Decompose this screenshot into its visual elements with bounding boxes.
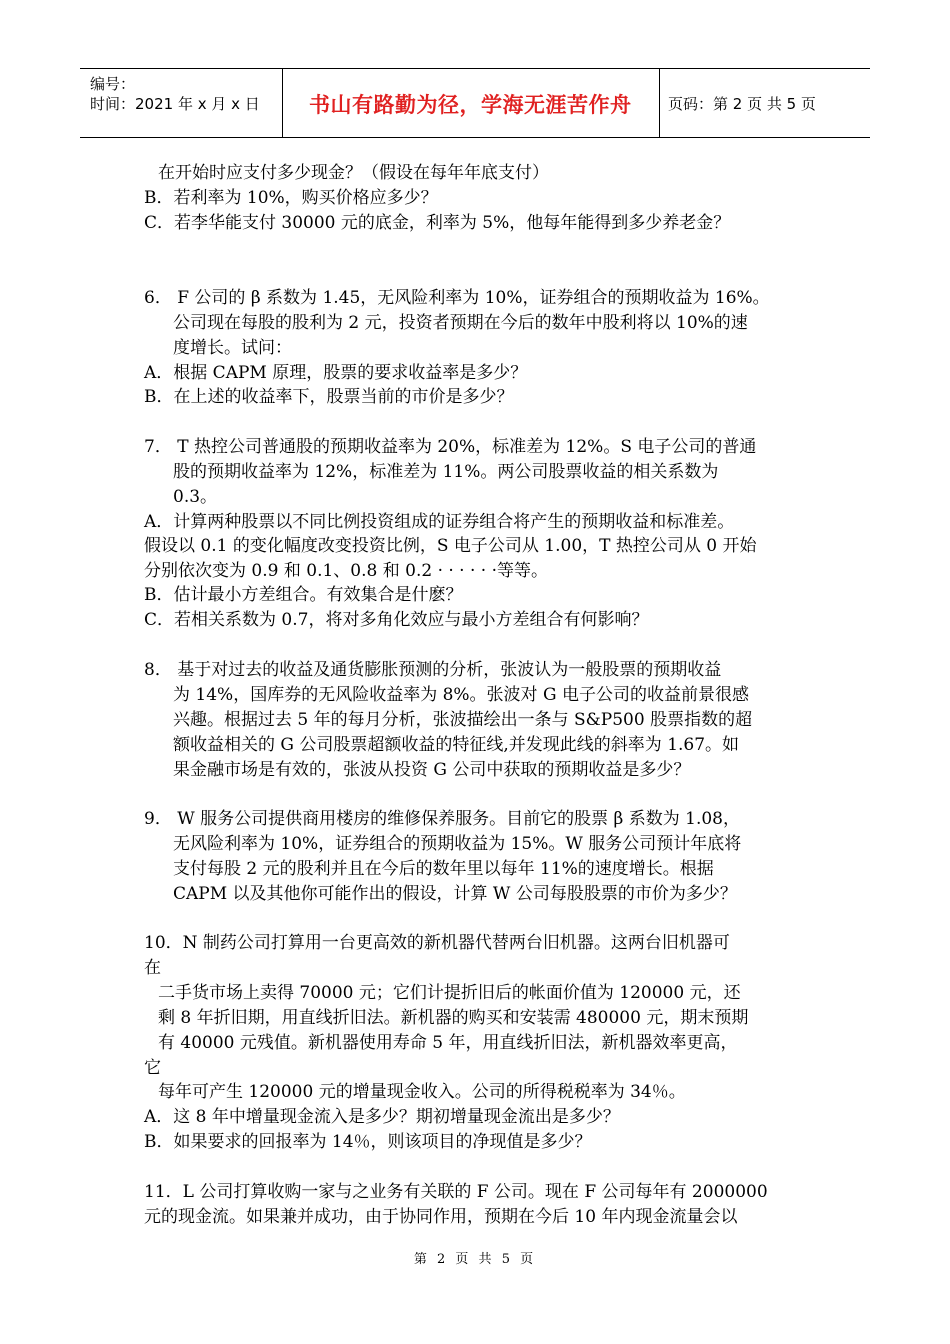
body-line: 无风险利率为 10%，证券组合的预期收益为 15%。W 服务公司预计年底将 [173, 834, 742, 854]
body-line: 为 14%，国库券的无风险收益率为 8%。张波对 G 电子公司的收益前景很感 [173, 685, 749, 705]
body-line: 它 [144, 1058, 161, 1078]
body-line: 8． 基于对过去的收益及通货膨胀预测的分析，张波认为一般股票的预期收益 [144, 660, 722, 680]
body-line: 分别依次变为 0.9 和 0.1、0.8 和 0.2 · · · · · ·等等。 [144, 561, 549, 581]
body-line: A．计算两种股票以不同比例投资组成的证券组合将产生的预期收益和标准差。 [144, 512, 735, 532]
body-line: 0.3。 [173, 487, 218, 507]
body-line: 剩 8 年折旧期，用直线折旧法。新机器的购买和安装需 480000 元，期末预期 [158, 1008, 749, 1028]
body-line: 有 40000 元残值。新机器使用寿命 5 年，用直线折旧法，新机器效率更高， [158, 1033, 738, 1053]
body-line: 公司现在每股的股利为 2 元，投资者预期在今后的数年中股利将以 10%的速 [173, 313, 748, 333]
body-line: B．估计最小方差组合。有效集合是什麽？ [144, 585, 463, 605]
header-page-cell [660, 69, 870, 137]
body-line: C．若相关系数为 0.7，将对多角化效应与最小方差组合有何影响？ [144, 610, 649, 630]
body-line: B．在上述的收益率下，股票当前的市价是多少？ [144, 387, 514, 407]
body-line: 果金融市场是有效的，张波从投资 G 公司中获取的预期收益是多少？ [173, 760, 691, 780]
header-motto-cell [283, 69, 660, 137]
body-line: 兴趣。根据过去 5 年的每月分析，张波描绘出一条与 S&P500 股票指数的超 [173, 710, 753, 730]
body-line: A．根据 CAPM 原理，股票的要求收益率是多少？ [144, 363, 528, 383]
body-line: 在开始时应支付多少现金？（假设在每年年底支付） [158, 163, 549, 183]
body-line: 9． W 服务公司提供商用楼房的维修保养服务。目前它的股票 β 系数为 1.08， [144, 809, 740, 829]
page-label: 页码：第 2 页 共 5 页 [668, 95, 816, 113]
body-line: 元的现金流。如果兼并成功，由于协同作用，预期在今后 10 年内现金流量会以 [144, 1207, 738, 1227]
body-line: 度增长。试问： [173, 338, 292, 358]
body-line: 二手货市场上卖得 70000 元；它们计提折旧后的帐面价值为 120000 元，还 [158, 983, 741, 1003]
header-info-cell [80, 69, 283, 137]
body-line: 假设以 0.1 的变化幅度改变投资比例，S 电子公司从 1.00，T 热控公司从 0 开始 [144, 536, 757, 556]
body-line: 7． T 热控公司普通股的预期收益率为 20%，标准差为 12%。S 电子公司的普通 [144, 437, 757, 457]
body-line: 额收益相关的 G 公司股票超额收益的特征线,并发现此线的斜率为 1.67。如 [173, 735, 740, 755]
body-line: CAPM 以及其他你可能作出的假设，计算 W 公司每股股票的市价为多少？ [173, 884, 737, 904]
body-line: 11．L 公司打算收购一家与之业务有关联的 F 公司。现在 F 公司每年有 2000000 [144, 1182, 768, 1202]
body-line: 股的预期收益率为 12%，标准差为 11%。两公司股票收益的相关系数为 [173, 462, 719, 482]
body-line: 每年可产生 120000 元的增量现金收入。公司的所得税税率为 34％。 [158, 1082, 686, 1102]
number-label: 编号： [90, 75, 136, 93]
motto-text: 书山有路勤为径，学海无涯苦作舟 [309, 93, 632, 117]
body-line: C．若李华能支付 30000 元的底金，利率为 5%，他每年能得到多少养老金？ [144, 213, 731, 233]
body-line: 在 [144, 958, 161, 978]
body-line: B．如果要求的回报率为 14％，则该项目的净现值是多少？ [144, 1132, 592, 1152]
body-line: A．这 8 年中增量现金流入是多少？期初增量现金流出是多少？ [144, 1107, 620, 1127]
time-label: 时间：2021 年 x 月 x 日 [90, 95, 260, 113]
body-line: 6． F 公司的 β 系数为 1.45，无风险利率为 10%，证券组合的预期收益为 16%。 [144, 288, 770, 308]
body-line: 10．N 制药公司打算用一台更高效的新机器代替两台旧机器。这两台旧机器可 [144, 933, 730, 953]
body-line: B．若利率为 10%，购买价格应多少？ [144, 188, 438, 208]
body-line: 支付每股 2 元的股利并且在今后的数年里以每年 11%的速度增长。根据 [173, 859, 714, 879]
page-header [80, 68, 870, 138]
page-footer: 第 2 页 共 5 页 [413, 1252, 537, 1267]
